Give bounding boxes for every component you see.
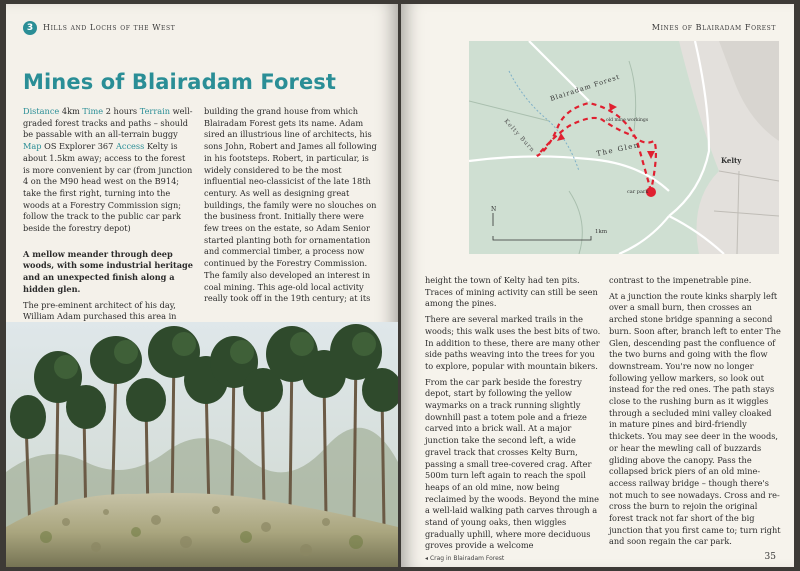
- north-arrow-icon: N: [491, 206, 497, 213]
- text-column-3: [425, 275, 603, 556]
- map-label-town: Kelty: [721, 156, 742, 165]
- forest-crag-photo: [6, 322, 398, 567]
- map-label-mine: old mine workings: [606, 118, 649, 123]
- map-label-burn: Kelty Burn: [502, 117, 537, 154]
- chapter-number-badge: 3: [23, 21, 37, 35]
- text-column-1: [23, 106, 193, 339]
- left-page: [6, 4, 398, 567]
- page-number: 35: [764, 552, 776, 562]
- distance-label: Distance: [23, 106, 60, 116]
- body-paragraph: At a junction the route kinks sharply left over a small burn, then crosses an arched stone bridge spanning a second burn. Soon after, branch left to enter The Glen, descending past the confluence of the two burns and going with the flow downstream. You're now no longer following yellow markers, so look out instead for the red ones. The path stays close to the rushing burn as it wiggles through a secluded mini valley cloaked in mature pines and bird-friendly thickets. You may see deer in the woods, or hear the mewling call of buzzards gliding above the canopy. Pass the collapsed brick piers of an old mine-access railway bridge – though there's not much to see nowadays. Cross and re-cross the burn to rejoin the original forest track not far short of the big junction that you first came to; turn right and soon regain the car park.: [609, 290, 781, 547]
- route-info: [23, 106, 193, 235]
- route-map: [469, 41, 779, 254]
- map-label-carpark: car park: [627, 189, 649, 195]
- time-value: 2 hours: [105, 106, 138, 116]
- body-paragraph: building the grand house from which Blairadam Forest gets its name. Adam sired an illustrious line of architects, his sons John, Robert and James all following in his footsteps. Robert, in particular, is widely considered to be the most influential neo-classicist of the late 18th century. As well as designing great buildings, the family were no slouches on the business front. Initially there were few trees on the estate, so Adam Senior started planting both for ornamentation and commercial timber, a process now continued by the Forestry Commission. The family also developed an interest in coal mining. This age-old local activity really took off in the 19th century; at its: [204, 106, 377, 304]
- running-head-right: Mines of Blairadam Forest: [651, 23, 776, 32]
- body-paragraph: There are several marked trails in the woods; this walk uses the best bits of two. In addition to these, there are many other side paths weaving into the trees for you to explore, popular with mountain bikers.: [425, 314, 601, 371]
- forest-crag-illustration: [6, 322, 398, 567]
- access-label: Access: [115, 141, 145, 152]
- body-paragraph: height the town of Kelty had ten pits. Traces of mining activity can still be seen among the pines.: [425, 275, 598, 309]
- caption-arrow-icon: ◂: [425, 555, 429, 562]
- terrain-value: well-graded forest tracks and paths – should be passable with an all-terrain buggy: [23, 106, 193, 140]
- text-column-4: [609, 275, 781, 552]
- distance-value: 4km: [61, 106, 80, 116]
- body-paragraph: The pre-eminent architect of his day, William Adam purchased this area in: [23, 299, 177, 322]
- map-label: Map: [23, 141, 42, 152]
- map-label-glen: The Glen: [595, 140, 641, 158]
- page-title: Mines of Blairadam Forest: [23, 70, 337, 94]
- terrain-label: Terrain: [139, 106, 171, 116]
- running-head-left: Hills and Lochs of the West: [43, 23, 176, 32]
- route-map-svg: [469, 41, 779, 254]
- time-label: Time: [82, 106, 104, 116]
- intro-text: A mellow meander through deep woods, with some industrial heritage and an unexpected finish along a hidden glen.: [23, 248, 193, 294]
- text-column-2: [204, 106, 380, 309]
- caption-text: Crag in Blairadam Forest: [429, 555, 505, 562]
- photo-caption: [425, 555, 504, 562]
- map-label-forest: Blairadam Forest: [549, 72, 622, 103]
- body-paragraph: From the car park beside the forestry depot, start by following the yellow waymarks on a track running slightly downhill past a totem pole and a frieze carved into a brick wall. At a major junction take the second left, a wide gravel track that crosses Kelty Burn, passing a small tree-covered crag. After 500m turn left again to reach the spoil heaps of an old mine, now being reclaimed by the woods. Beyond the mine a well-laid walking path carves through a stand of young oaks, then wiggles gradually uphill, where more deciduous groves provide a welcome: [425, 376, 599, 551]
- access-value: Kelty is about 1.5km away; access to the forest is more convenient by car (from junction 4 on the M90 head west on the B914; take the first right, turning into the woods at a Forestry Commission sign; follow the track to the public car park beside the forestry depot): [23, 141, 193, 234]
- scale-label: 1km: [595, 229, 608, 235]
- map-value: OS Explorer 367: [44, 141, 114, 152]
- right-page: [401, 4, 794, 567]
- body-paragraph: contrast to the impenetrable pine.: [609, 275, 752, 285]
